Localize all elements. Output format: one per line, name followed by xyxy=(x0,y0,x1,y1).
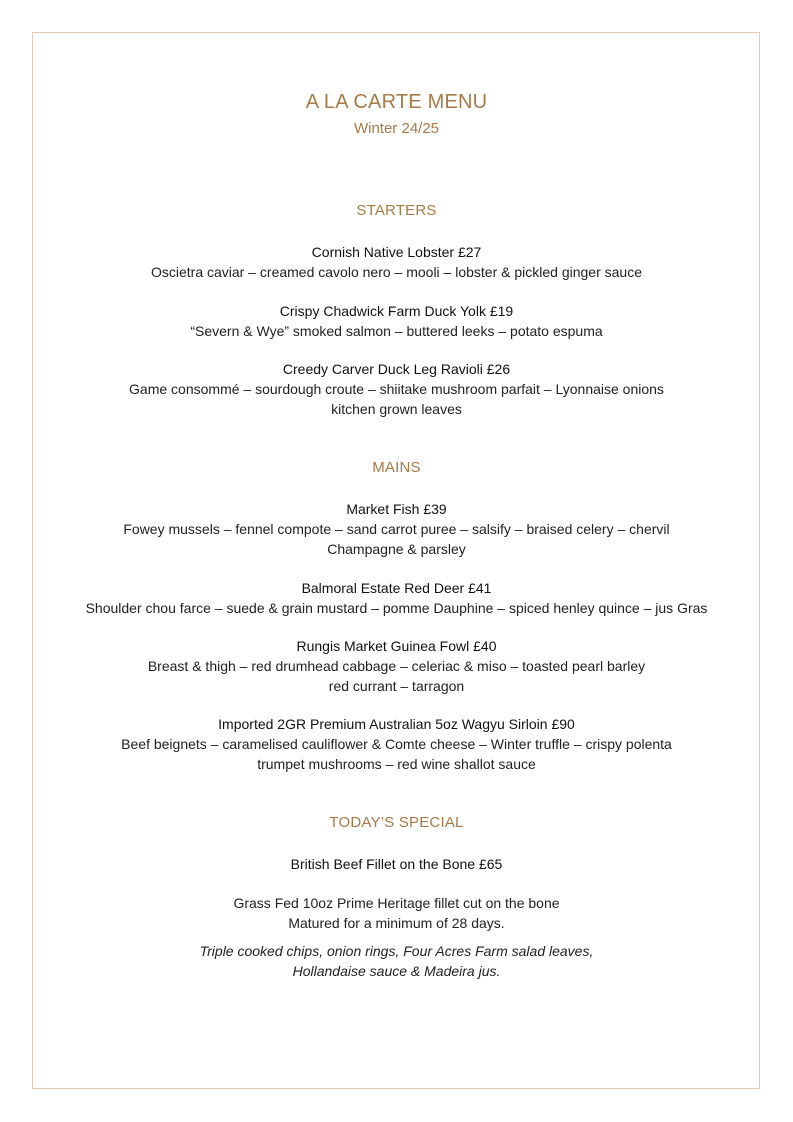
dish-description: trumpet mushrooms – red wine shallot sauce xyxy=(257,756,536,772)
dish-item xyxy=(0,243,793,282)
special-dish-name: British Beef Fillet on the Bone £65 xyxy=(290,856,503,872)
dish-description: Breast & thigh – red drumhead cabbage – celeriac & miso – toasted pearl barley xyxy=(147,658,646,674)
dish-description: Game consommé – sourdough croute – shiitake mushroom parfait – Lyonnaise onions xyxy=(129,381,664,397)
section-heading-mains: MAINS xyxy=(372,459,421,476)
dish-item xyxy=(0,637,793,696)
special-sides: Hollandaise sauce & Madeira jus. xyxy=(292,963,501,979)
special-dish-name-wrap xyxy=(0,855,793,874)
dish-item xyxy=(0,360,793,419)
dish-name: Imported 2GR Premium Australian 5oz Wagyu Sirloin £90 xyxy=(218,716,575,732)
dish-description: Fowey mussels – fennel compote – sand carrot puree – salsify – braised celery – chervil xyxy=(123,521,670,537)
dish-description: Champagne & parsley xyxy=(327,541,466,557)
menu-title: A LA CARTE MENU xyxy=(305,91,488,113)
dish-item xyxy=(0,302,793,341)
dish-description: Beef beignets – caramelised cauliflower & Comte cheese – Winter truffle – crispy polenta xyxy=(121,736,672,752)
dish-name: Cornish Native Lobster £27 xyxy=(311,244,482,260)
dish-item xyxy=(0,500,793,559)
dish-description: Oscietra caviar – creamed cavolo nero – mooli – lobster & pickled ginger sauce xyxy=(150,264,643,280)
menu-subtitle: Winter 24/25 xyxy=(353,120,440,137)
dish-description: “Severn & Wye” smoked salmon – buttered leeks – potato espuma xyxy=(190,323,603,339)
dish-name: Crispy Chadwick Farm Duck Yolk £19 xyxy=(279,303,514,319)
dish-description: Shoulder chou farce – suede & grain mustard – pomme Dauphine – spiced henley quince – jus Gras xyxy=(85,600,708,616)
dish-description: red currant – tarragon xyxy=(328,678,465,694)
dish-item xyxy=(0,715,793,774)
dish-name: Creedy Carver Duck Leg Ravioli £26 xyxy=(282,361,511,377)
section-heading-starters: STARTERS xyxy=(356,202,437,219)
special-description: Grass Fed 10oz Prime Heritage fillet cut on the bone xyxy=(233,895,560,911)
dish-description: kitchen grown leaves xyxy=(331,401,462,417)
section-heading-special: TODAY’S SPECIAL xyxy=(329,814,464,831)
dish-name: Market Fish £39 xyxy=(346,501,447,517)
special-description: Matured for a minimum of 28 days. xyxy=(288,915,505,931)
dish-name: Rungis Market Guinea Fowl £40 xyxy=(296,638,497,654)
dish-item xyxy=(0,579,793,618)
special-sides: Triple cooked chips, onion rings, Four Acres Farm salad leaves, xyxy=(199,943,594,959)
dish-name: Balmoral Estate Red Deer £41 xyxy=(301,580,492,596)
